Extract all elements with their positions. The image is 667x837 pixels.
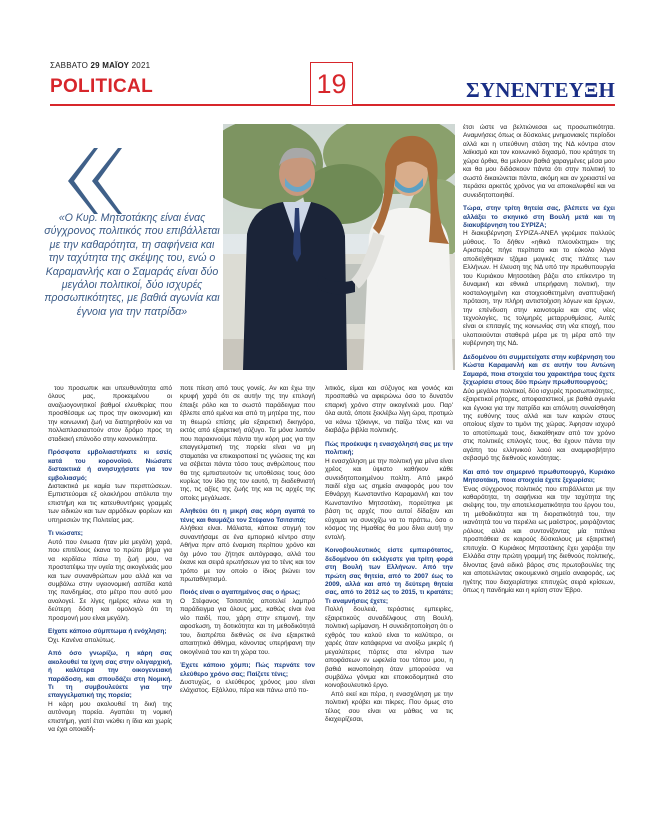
column3-paragraph: Η ενασχόληση με την πολιτική για μένα είναι χρέος και ύψιστο καθήκον κάθε συνειδητοποιημένου πολίτη. Από μικρό παιδί είχα ως σημεία αναφοράς μου τον Εθνάρχη Κωνσταντίνο Καραμανλή και τον Κωνσταντίνο Μητσοτάκη, πορεύτηκα με βάση τις αρχές που αυτοί δίδαξαν και εύχομαι να συνεχίζω να το πράττω, όσο ο κόσμος της Ημαθίας θα μου δίνει αυτή την εντολή. bbox=[325, 457, 453, 541]
interview-question: Πρόσφατα εμβολιαστήκατε κι εσείς κατά του κορονοϊού. Νιώσατε διστακτικά ή ανησυχήσατε για τον εμβολιασμό; bbox=[48, 449, 172, 482]
interview-question: Κοινοβουλευτικός είστε εμπειρότατος, δεδομένου ότι εκλέγεστε για τρίτη φορά στη Βουλή των Ελλήνων. Από την πρώτη σας θητεία, από το 2007 έως το 2009, αλλά και από τη δεύτερη θητεία σας, από το 2012 ως το 2015, τι κρατάτε; Τι αναμνήσεις έχετε; bbox=[325, 547, 453, 605]
column3-paragraph: Πολλή δουλειά, τεράστιες εμπειρίες, εξαιρετικούς συναδέλφους στη Βουλή, πολιτική ωρίμανση. Η συνειδητοποίηση ότι ο εχθρός του καλού είναι το καλύτερο, οι χαρές όταν κατάφερνα να ανοίξω μικρές ή μεγαλύτερες πόρτες στα κέντρα των αποφάσεων εν ωφελεία του τόπου μου, η βαθιά ικανοποίηση όταν μπορούσα να συμβάλω γόνιμα και εποικοδομητικά στο κοινοβουλευτικό έργο. bbox=[325, 606, 453, 690]
section-label-political: POLITICAL bbox=[50, 76, 153, 97]
column4-paragraph: έτσι ώστε να βελτιώνεσαι ως προσωπικότητα. Αναμνήσεις όπως οι δύσκολες μνημονιακές περίοδοι αλλά και η υπεύθυνη στάση της ΝΔ κόντρα στον λαϊκισμό και τον κοινωνικό διχασμό, που κράτησε τη χώρα όρθια, θα μείνουν βαθιά χαραγμένες μέσα μου και θα μου διδάσκουν πάντα ότι στην πολιτική το σωστό δικαιώνεται πάντα, ακόμη και αν χρειαστεί να περάσει αρκετός χρόνος για να αποκαλυφθεί και να συνειδητοποιηθεί. bbox=[463, 124, 615, 199]
interview-question: Δεδομένου ότι συμμετείχατε στην κυβέρνηση του Κώστα Καραμανλή και σε αυτήν του Αντώνη Σαμαρά, ποια στοιχεία του χαρακτήρα τους έχετε ξεχωρίσει στους δύο πρώην πρωθυπουργούς; bbox=[463, 353, 615, 387]
interview-photo bbox=[223, 124, 455, 370]
column4-paragraph: Η διακυβέρνηση ΣΥΡΙΖΑ-ΑΝΕΛ γκρέμισε πολλούς μύθους. Το δήθεν «ηθικό πλεονέκτημα» της Αριστεράς πήγε περίπατο και το εύκολο λόγια αποδείχθηκαν τζάμια μαγικές στις πλάτες των Ελλήνων. Η έλευση της ΝΔ υπό την πρωθυπουργία του Κυριάκου Μητσοτάκη βάζει στο επίκεντρο τη δυναμική και εθνικά υπερήφανη πολιτική, την κοσταλογημένη και στοιχειοθετημένη αναπτυξιακή πρόταση, την πλήρη αντιστοίχιση λόγων και έργων, την επένδυση στην καινοτομία και στις νέες τεχνολογίες, τις τολμηρές μεταρρυθμίσεις. Αυτές είναι οι επιταγές της κοινωνίας στη νέα εποχή, που υλοποιούνται σταθερά μέρα με τη μέρα από την κυβέρνηση της ΝΔ. bbox=[463, 230, 615, 348]
column2-paragraph: ποτε πίεση από τους γονείς. Αν και έχω την κρυφή χαρά ότι σε αυτήν της την επιλογή έπαιξε ρόλο και το σωστό παράδειγμα που έβλεπε από εμένα και από τη μητέρα της, που τη θεωρώ επίσης μία εξαιρετική δικηγόρο, εκτός από εξαιρετική σύζυγο. Τα μόνα λοιπόν που παρακινούμε πάντα την κόρη μας για την επαγγελματική της πορεία είναι να μη σταματάει να επικαιροποιεί τις γνώσεις της και να σέβεται πάντα τόσο τους ανθρώπους που θα της εμπιστευτούν τις υποθέσεις τους όσο κυρίως τον ίδιο της τον εαυτό, τη διαδεθνιστή της, τις αξίες της ζωής της και τις αρχές της οποίες μεγάλωσε. bbox=[180, 385, 315, 502]
interview-question: Έχετε κάποιο χόμπι; Πώς περνάτε τον ελεύθερο χρόνο σας; Παίζετε τένις; bbox=[180, 662, 315, 678]
page-number: 19 bbox=[310, 62, 353, 106]
quote-mark-icon bbox=[64, 148, 128, 214]
column1-paragraph: Όχι. Κανένα απολύτως. bbox=[48, 636, 116, 644]
header-rule-left bbox=[50, 104, 310, 106]
article-column-3 bbox=[325, 385, 453, 725]
column1-paragraph: Η κάρη μου ακολουθεί τη δική της αυτόνομη πορεία. Αγαπάει τη νομική επιστήμη, γιατί έτσι νιώθει η ίδια και χωρίς να έχει οποιαδή- bbox=[48, 700, 172, 734]
column1-paragraph: του προσωπικ και υπευθυνότητα από όλους μας, προκειμένου οι αναζωογονητικοί βαθμοί ελευθερίας που προσθέσαμε ως προς την οικονομική και την κοινωνική ζωή να διατηρηθούν και να πολλαπλασιαστούν στον δρόμο προς τη σταδιακή επάνοδο στην κανονικότητα. bbox=[48, 385, 172, 443]
interview-question: Από όσο γνωρίζω, η κάρη σας ακολουθεί τα ίχνη σας στην ολιγαρχική, ή καλύτερα την οικογενειακή παράδοση, και σπουδάζει στη Νομική. Τι τη συμβουλεύετε για την επαγγελματική της πορεία; bbox=[48, 650, 172, 700]
interview-question: Πώς προέκυψε η ενασχόλησή σας με την πολιτική; bbox=[325, 440, 453, 457]
interview-question: Τι νιώσατε; bbox=[48, 530, 83, 538]
column2-paragraph: Ο Στέφανος Τσιτσιπάς αποτελεί λαμπρό παράδειγμα για όλους μας, καθώς είναι ένα νέο παιδί, που, χάρη στην επιμονή, την αφοσίωση, τη δοτικότητα και τη μεθοδικότητά του, διαπρέπει διεθνώς σε ένα εξαιρετικά απαιτητικό άθλημα, κάνοντας υπερήφανη την οικογένειά του και τη χώρα του. bbox=[180, 597, 315, 656]
interview-question: Ποιός είναι ο αγαπημένος σας ο ήρως; bbox=[180, 589, 301, 597]
article-column-4 bbox=[463, 124, 615, 595]
column2-paragraph: Δυστυχώς, ο ελεύθερος χρόνος μου είναι ελάχιστος. Εξάλλου, πέρα και πάνω από πο- bbox=[180, 678, 315, 695]
column3-paragraph: Από εκεί και πέρα, η ενασχόληση με την πολιτική κρύβει και πίκρες. Που όμως στο τέλος σου είναι να μάθεις να τις διαχειρίζεσαι, bbox=[325, 690, 453, 724]
interview-question: Είχατε κάποιο σύμπτωμα ή ενόχληση; bbox=[48, 628, 167, 636]
interview-question: Και από τον σημερινό πρωθυπουργό, Κυριάκο Μητσοτάκη, ποια στοιχεία έχετε ξεχωρίσει; bbox=[463, 468, 615, 485]
header-rule-right bbox=[353, 104, 615, 106]
column3-paragraph: λιτικός, είμαι και σύζυγος και γονιός και προσπαθώ να αφιερώνω όσο το δυνατόν επαρκή χρόνο στην οικογένειά μου. Παρ' όλα αυτά, όποτε ξεκλέβω λίγη ώρα, προτιμώ να κάνω τζόκινγκ, να παίζω τένις και να διαβάζω βιβλία πολιτικής. bbox=[325, 385, 453, 435]
article-column-1 bbox=[48, 385, 172, 735]
issue-date: ΣΑΒΒΑΤΟ 29 ΜΑΪΟΥ 2021 bbox=[50, 61, 151, 70]
column2-paragraph: Αλήθεια είναι. Μάλιστα, κάποια στιγμή τον συναντήσαμε σε ένα εμπορικό κέντρο στην Αθήνα πριν από έναμιση περίπου χρόνο και όχι μόνο του ζήτησε αυτόγραφο, αλλά του έκανε και σειρά ερωτήσεων για το τένις και τον τρόπο με τον οποίο ο ίδιος βιώνει τον πρωταθλητισμό. bbox=[180, 525, 315, 583]
column1-paragraph: Διστακτικά με καμία των περιπτώσεων. Εμπιστεύομαι εξ ολοκλήρου απόλυτα την επιστήμη και τις κατευθυντήριες γραμμές των ειδικών και των αρμόδιων φορέων και υπηρεσιών της Πολιτείας μας. bbox=[48, 482, 172, 524]
interview-question: Αληθεύει ότι η μικρή σας κόρη αγαπά το τένις και θαυμάζει τον Στέφανο Τσιτσιπά; bbox=[180, 508, 315, 524]
interview-question: Τώρα, στην τρίτη θητεία σας, βλέπετε να έχει αλλάξει το σκηνικό στη Βουλή μετά και τη διακυβέρνηση του ΣΥΡΙΖΑ; bbox=[463, 205, 615, 229]
article-column-2 bbox=[180, 385, 315, 696]
column4-paragraph: Δύο μεγάλοι πολιτικοί, δύο ισχυρές προσωπικότητες, εξαιρετικοί ρήτορες, αποφασιστικοί, με βαθιά αγωνία και έγνοια για την πατρίδα και απόλυτη συναίσθηση της ευθύνης τους αλλά και των καιρών στους οποίους είχαν το τιμόνι της χώρας. Άφησαν ισχυρό το αποτύπωμά τους, διακαίθηκαν από τον χρόνο στις πολιτικές επιλογές τους, θα έχουν πάντα την αγάπη του ελληνικού λαού και αναμφισβήτητο σεβασμό της διεθνούς κοινότητας. bbox=[463, 387, 615, 463]
column4-paragraph: Ένας σύγχρονος πολιτικός που επιβάλλεται με την καθαρότητα, τη σαφήνεια και την ταχύτητα της σκέψης του, την αποτελεσματικότητα του έργου του, τη μεθοδικότητα και τη διορατικότητά του, την ικανότητά του να περιέλει ως μαέστρος, μοιράζοντας ρόλους αλλά και συντονίζοντας μία πιτάνια προσπάθεια σε καιρούς δύσκολους με εξαιρετική επιτυχία. Ο Κυριάκος Μητσοτάκης έχει χαράξει την Ελλάδα στην πρώτη γραμμή της διεθνούς πολιτικής, δίνοντας ξανά ειδικό βάρος στις πρωτοβουλίες της και αποτελώντας οικουμενικό σημείο αναφοράς, ως ηγέτης που διαχειρίστηκε επιτυχώς σειρά κρίσεων, όπως η πανδημία και η κρίση στον Έβρο. bbox=[463, 485, 615, 595]
section-label-interview: ΣΥΝΕΝΤΕΥΞΗ bbox=[466, 78, 615, 102]
column1-paragraph: Αυτό που ένιωσα ήταν μία μεγάλη χαρά, που επιτέλους έκανα το πρώτο βήμα για να κερδίσω πίσω τη ζωή μου, να προστατέψω την υγεία της οικογένειάς μου και των συνανθρώπων μου αλλά και να συμβάλω στην υγειονομική ασπίδα κατά της πανδημίας, στο μέτρο που αυτό μου αναλογεί. Σε λίγες ημέρες κάνω και τη δεύτερη δόση και ομολογώ ότι τη προσμονή μου είναι μεγάλη. bbox=[48, 538, 172, 622]
pull-quote: «Ο Κυρ. Μητσοτάκης είναι ένας σύγχρονος πολιτικός που επιβάλλεται με την καθαρότητα, τη σαφήνεια και την ταχύτητα της σκέψης του, ενώ ο Καραμανλής και ο Σαμαράς είναι δύο μεγάλοι πολιτικοί, δύο ισχυρές προσωπικότητες, με βαθιά αγωνία και έγνοια για την πατρίδα» bbox=[44, 212, 220, 318]
